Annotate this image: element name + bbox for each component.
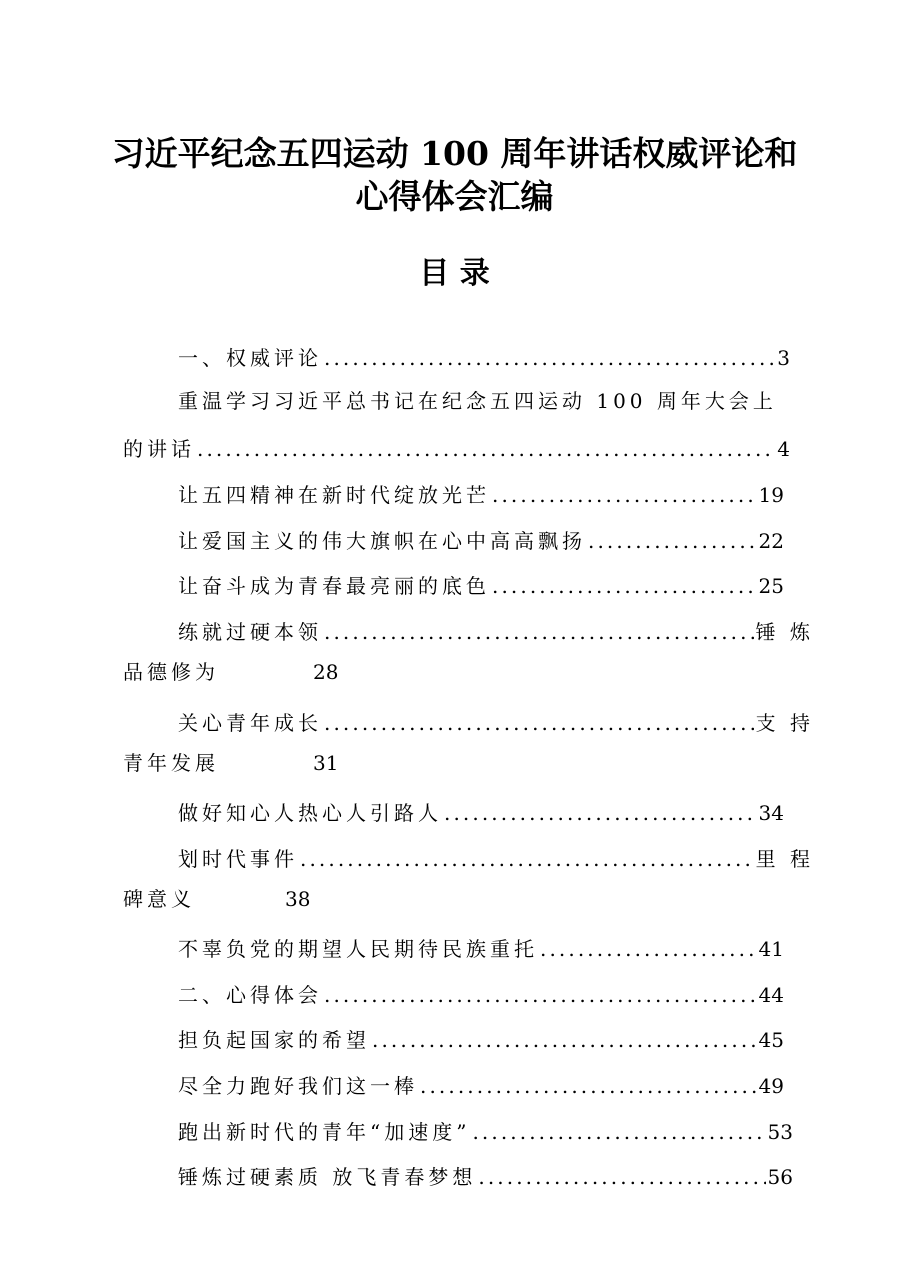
toc-entry-page: 53 <box>767 1120 793 1144</box>
toc-leader <box>492 483 757 507</box>
toc-leader <box>472 1120 765 1144</box>
toc-entry-page: 3 <box>777 346 790 370</box>
toc-entry[interactable] <box>178 1116 793 1145</box>
toc-entry-label: 二、心得体会 <box>178 983 322 1007</box>
toc-leader <box>492 574 757 598</box>
toc-entry[interactable] <box>178 933 784 962</box>
toc-entry-label: 让奋斗成为青春最亮丽的底色 <box>178 574 490 598</box>
toc-leader <box>478 1165 765 1189</box>
toc-entry-page: 34 <box>758 801 784 825</box>
toc-entry-label: 关心青年成长 <box>178 711 322 735</box>
toc-entry-page: 28 <box>313 660 339 684</box>
toc-entry-page: 49 <box>758 1074 784 1098</box>
toc-entry[interactable] <box>178 797 784 826</box>
toc-entry-label: 跑出新时代的青年“加速度” <box>178 1120 471 1144</box>
toc-leader <box>324 711 754 735</box>
toc-entry-label[interactable]: 重温学习习近平总书记在纪念五四运动 100 周年大会上 <box>178 389 777 413</box>
toc-leader <box>372 1028 757 1052</box>
toc-entry-page: 56 <box>767 1165 793 1189</box>
toc-leader <box>300 847 754 871</box>
toc-entry-label-cont: 的讲话 <box>123 437 195 461</box>
toc-entry[interactable] <box>123 433 790 462</box>
toc-leader <box>420 1074 757 1098</box>
toc-entry[interactable] <box>178 616 814 645</box>
toc-entry[interactable] <box>178 707 814 736</box>
toc-entry-page: 19 <box>758 483 784 507</box>
toc-entry-label: 尽全力跑好我们这一棒 <box>178 1074 418 1098</box>
toc-leader <box>324 620 754 644</box>
toc-entry-label-cont[interactable]: 品德修为 <box>123 660 219 684</box>
toc-entry-page: 38 <box>285 887 311 911</box>
toc-entry-label-tail: 锤 炼 <box>755 620 814 644</box>
toc-leader <box>324 983 757 1007</box>
toc-entry-label-tail: 里 程 <box>755 847 814 871</box>
toc-entry-label: 一、权威评论 <box>178 346 322 370</box>
toc-entry-label: 锤炼过硬素质 放飞青春梦想 <box>178 1165 477 1189</box>
toc-heading: 目 录 <box>419 256 490 291</box>
toc-entry[interactable] <box>178 570 784 599</box>
toc-entry-page: 31 <box>313 751 339 775</box>
toc-entry-label: 划时代事件 <box>178 847 298 871</box>
toc-leader <box>324 346 775 370</box>
toc-entry-label: 让五四精神在新时代绽放光芒 <box>178 483 490 507</box>
toc-leader <box>197 437 775 461</box>
toc-entry-page: 25 <box>758 574 784 598</box>
toc-entry-label: 担负起国家的希望 <box>178 1028 370 1052</box>
doc-title-line1: 习近平纪念五四运动 100 周年讲话权威评论和 <box>111 134 798 173</box>
toc-entry-page: 41 <box>758 937 784 961</box>
toc-entry-page: 4 <box>777 437 790 461</box>
toc-entry-page: 45 <box>758 1028 784 1052</box>
toc-leader <box>588 529 757 553</box>
toc-entry-label: 练就过硬本领 <box>178 620 322 644</box>
toc-entry[interactable] <box>178 843 814 872</box>
toc-entry-page: 22 <box>758 529 784 553</box>
toc-entry[interactable] <box>178 1024 784 1053</box>
toc-entry[interactable] <box>178 525 784 554</box>
toc-entry[interactable] <box>178 979 784 1008</box>
toc-entry[interactable] <box>178 342 790 371</box>
toc-entry[interactable] <box>178 1161 793 1190</box>
toc-entry-page: 44 <box>758 983 784 1007</box>
toc-entry[interactable] <box>178 479 784 508</box>
toc-entry-label: 做好知心人热心人引路人 <box>178 801 442 825</box>
toc-entry-label-cont[interactable]: 青年发展 <box>123 751 219 775</box>
toc-entry-label: 让爱国主义的伟大旗帜在心中高高飘扬 <box>178 529 586 553</box>
toc-entry-label-cont[interactable]: 碑意义 <box>123 887 195 911</box>
doc-title-line2: 心得体会汇编 <box>355 177 554 216</box>
toc-entry-label: 不辜负党的期望人民期待民族重托 <box>178 937 538 961</box>
toc-leader <box>540 937 757 961</box>
toc-entry-label-tail: 支 持 <box>755 711 814 735</box>
toc-entry[interactable] <box>178 1070 784 1099</box>
toc-leader <box>444 801 757 825</box>
